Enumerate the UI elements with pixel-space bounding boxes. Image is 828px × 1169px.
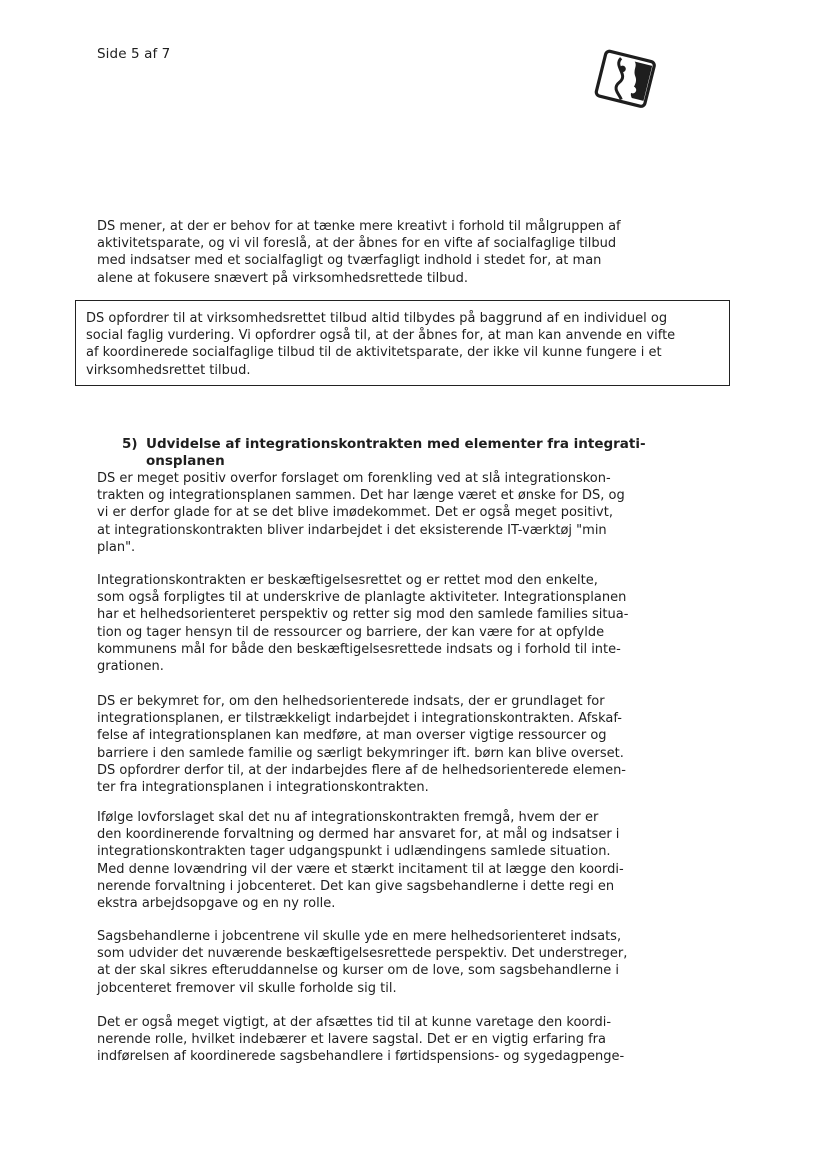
text-line: felse af integrationsplanen kan medføre, at man overser vigtige ressourcer og — [97, 728, 607, 744]
text-line: plan". — [97, 539, 136, 555]
body-paragraph — [97, 693, 626, 796]
recommendation-text — [86, 310, 719, 379]
text-line: DS opfordrer til at virksomhedsrettet tilbud altid tilbydes på baggrund af en individuel og — [86, 311, 668, 326]
text-line: virksomhedsrettet tilbud. — [86, 362, 251, 378]
text-line: DS mener, at der er behov for at tænke mere kreativt i forhold til målgruppen af — [97, 219, 621, 234]
text-line: Det er også meget vigtigt, at der afsættes tid til at kunne varetage den koordi- — [97, 1015, 612, 1030]
text-line: integrationsplanen, er tilstrækkeligt indarbejdet i integrationskontrakten. Afskaf- — [97, 711, 622, 727]
text-line: nerende rolle, hvilket indebærer et lavere sagstal. Det er en vigtig erfaring fra — [97, 1032, 606, 1048]
text-line: ekstra arbejdsopgave og en ny rolle. — [97, 896, 336, 912]
text-line: vi er derfor glade for at se det blive imødekommet. Det er også meget positivt, — [97, 505, 613, 521]
text-line: DS er meget positiv overfor forslaget om forenkling ved at slå integrationskon- — [97, 471, 611, 486]
text-line: aktivitetsparate, og vi vil foreslå, at der åbnes for en vifte af socialfaglige tilbud — [97, 236, 617, 252]
text-line: alene at fokusere snævert på virksomhedsrettede tilbud. — [97, 270, 469, 286]
text-line: har et helhedsorienteret perspektiv og retter sig mod den samlede families situa- — [97, 607, 629, 623]
recommendation-box — [75, 300, 730, 386]
body-paragraph — [97, 928, 627, 997]
body-paragraph — [97, 1014, 624, 1066]
text-line: ter fra integrationsplanen i integrationskontrakten. — [97, 780, 429, 796]
text-line: Med denne lovændring vil der være et stærkt incitament til at lægge den koordi- — [97, 861, 624, 877]
text-line: grationen. — [97, 659, 164, 675]
text-line: Sagsbehandlerne i jobcentrene vil skulle yde en mere helhedsorienteret indsats, — [97, 929, 622, 944]
section-title-line: onsplanen — [146, 453, 225, 469]
text-line: Integrationskontrakten er beskæftigelsesrettet og er rettet mod den enkelte, — [97, 573, 598, 588]
text-line: tion og tager hensyn til de ressourcer og barriere, der kan være for at opfylde — [97, 624, 605, 640]
section-title-line: Udvidelse af integrationskontrakten med elementer fra integrati- — [146, 436, 646, 452]
text-line: barriere i den samlede familie og særligt bekymringer ift. børn kan blive overset. — [97, 745, 624, 761]
section-heading — [122, 436, 682, 470]
text-line: DS er bekymret for, om den helhedsorienterede indsats, der er grundlaget for — [97, 694, 605, 709]
text-line: kommunens mål for både den beskæftigelsesrettede indsats og i forhold til inte- — [97, 641, 621, 657]
text-line: den koordinerende forvaltning og dermed har ansvaret for, at mål og indsatser i — [97, 827, 620, 843]
body-paragraph — [97, 470, 625, 556]
text-line: social faglig vurdering. Vi opfordrer også til, at der åbnes for, at man kan anvende en vifte — [86, 328, 676, 344]
text-line: Ifølge lovforslaget skal det nu af integrationskontrakten fremgå, hvem der er — [97, 810, 599, 825]
text-line: at integrationskontrakten bliver indarbejdet i det eksisterende IT-værktøj "min — [97, 522, 607, 538]
text-line: som udvider det nuværende beskæftigelsesrettede perspektiv. Det understreger, — [97, 946, 628, 962]
body-paragraph — [97, 809, 624, 912]
text-line: af koordinerede socialfaglige tilbud til de aktivitetsparate, der ikke vil kunne fungere i et — [86, 345, 662, 361]
section-number: 5) — [122, 436, 138, 452]
text-line: DS opfordrer derfor til, at der indarbejdes flere af de helhedsorienterede elemen- — [97, 762, 627, 778]
text-line: integrationskontrakten tager udgangspunkt i udlændingens samlede situation. — [97, 844, 611, 860]
ds-logo-icon — [590, 46, 660, 110]
text-line: at der skal sikres efteruddannelse og kurser om de love, som sagsbehandlerne i — [97, 963, 619, 979]
intro-paragraph — [97, 218, 621, 287]
text-line: jobcenteret fremover vil skulle forholde sig til. — [97, 980, 397, 996]
text-line: med indsatser med et socialfagligt og tværfagligt indhold i stedet for, at man — [97, 253, 602, 269]
body-paragraph — [97, 572, 628, 675]
text-line: trakten og integrationsplanen sammen. Det har længe været et ønske for DS, og — [97, 488, 625, 504]
text-line: nerende forvaltning i jobcenteret. Det kan give sagsbehandlerne i dette regi en — [97, 878, 615, 894]
text-line: indførelsen af koordinerede sagsbehandlere i førtidspensions- og sygedagpenge- — [97, 1049, 625, 1065]
page-number: Side 5 af 7 — [97, 46, 171, 62]
text-line: som også forpligtes til at underskrive de planlagte aktiviteter. Integrationsplanen — [97, 590, 627, 606]
